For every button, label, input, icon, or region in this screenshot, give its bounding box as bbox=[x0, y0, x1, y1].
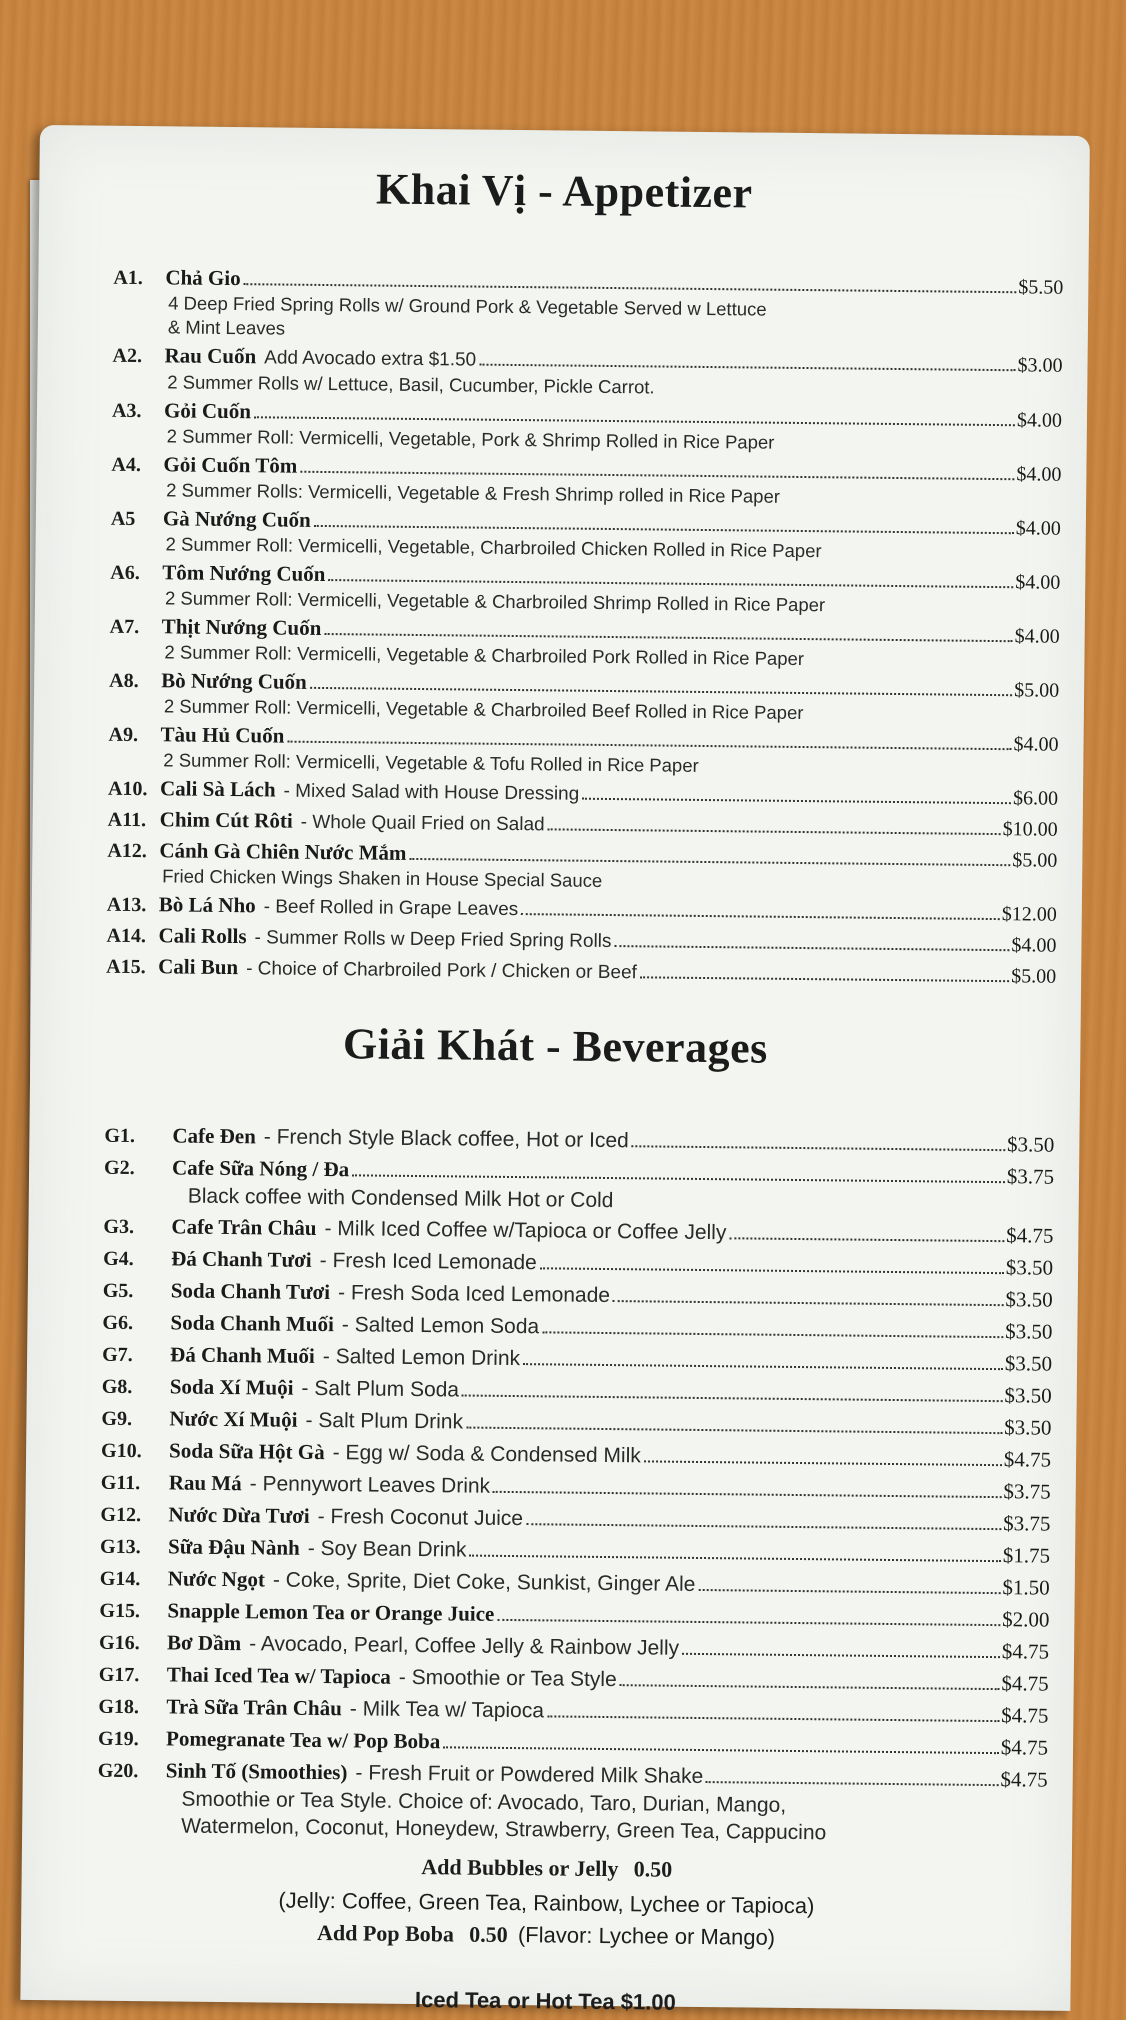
appetizer-item-price: $3.00 bbox=[1017, 354, 1063, 377]
beverage-item-price: $3.50 bbox=[1007, 1132, 1055, 1157]
appetizer-item-code: A8. bbox=[109, 669, 139, 693]
add-bubbles-price: 0.50 bbox=[633, 1856, 673, 1882]
beverage-item bbox=[97, 1756, 1048, 1849]
beverage-item-price: $4.75 bbox=[1001, 1703, 1049, 1728]
beverage-item-name: Sữa Đậu Nành bbox=[167, 1534, 300, 1560]
beverage-item-price: $3.50 bbox=[1005, 1319, 1053, 1344]
leader-dots bbox=[682, 1653, 1000, 1658]
leader-dots bbox=[582, 798, 1011, 804]
leader-dots bbox=[526, 1523, 1001, 1530]
beverage-item-price: $4.75 bbox=[1001, 1671, 1049, 1696]
appetizer-item-code: A6. bbox=[110, 561, 140, 585]
appetizer-item-price: $4.00 bbox=[1013, 733, 1059, 756]
beverage-item-description: - Salted Lemon Drink bbox=[322, 1345, 521, 1371]
beverage-item-code: G14. bbox=[99, 1567, 141, 1591]
leader-dots bbox=[640, 976, 1009, 982]
beverage-item-name: Đá Chanh Tươi bbox=[171, 1246, 312, 1272]
leader-dots bbox=[469, 1555, 1000, 1563]
beverage-item-price: $4.75 bbox=[1003, 1447, 1052, 1472]
leader-dots bbox=[254, 416, 1015, 426]
leader-dots bbox=[523, 1363, 1003, 1370]
appetizer-item-price: $5.00 bbox=[1014, 679, 1060, 702]
appetizer-item-detail: 2 Summer Roll: Vermicelli, Vegetable & Charbroiled Shrimp Rolled in Rice Paper bbox=[164, 587, 826, 616]
beverage-item-name: Cafe Trân Châu bbox=[171, 1214, 317, 1240]
beverage-item-name: Soda Xí Muội bbox=[169, 1374, 294, 1400]
beverage-item-description: - Salt Plum Drink bbox=[305, 1408, 464, 1434]
beverage-item-price: $1.50 bbox=[1002, 1575, 1050, 1600]
appetizer-item-code: A14. bbox=[106, 924, 147, 948]
leader-dots bbox=[314, 525, 1014, 534]
appetizer-item bbox=[110, 505, 1060, 566]
leader-dots bbox=[310, 687, 1012, 696]
leader-dots bbox=[409, 858, 1010, 866]
beverage-item-name: Trà Sữa Trân Châu bbox=[166, 1694, 342, 1721]
appetizer-item-price: $10.00 bbox=[1002, 818, 1058, 841]
appetizer-item bbox=[111, 451, 1061, 512]
leader-dots bbox=[466, 1427, 1002, 1435]
appetizer-item-price: $12.00 bbox=[1001, 903, 1057, 926]
add-bubbles-line bbox=[22, 1850, 1072, 1887]
beverage-item-code: G4. bbox=[103, 1247, 134, 1271]
beverage-item-code: G3. bbox=[103, 1215, 135, 1239]
appetizer-item-description: - Beef Rolled in Grape Leaves bbox=[263, 896, 519, 921]
jelly-note: (Jelly: Coffee, Green Tea, Rainbow, Lychee or Tapioca) bbox=[278, 1887, 815, 1919]
leader-dots bbox=[706, 1781, 998, 1786]
appetizer-item-code: A1. bbox=[113, 266, 143, 290]
appetizer-item-code: A5 bbox=[110, 507, 136, 531]
beverages-section bbox=[30, 1015, 1080, 1077]
beverage-item-name: Cafe Đen bbox=[172, 1123, 256, 1149]
beverage-item-description: - Fresh Iced Lemonade bbox=[319, 1248, 537, 1275]
beverage-item-price: $1.75 bbox=[1002, 1543, 1051, 1568]
appetizer-item bbox=[107, 837, 1057, 898]
appetizer-item-name: Bò Lá Nho bbox=[158, 892, 256, 918]
beverage-item-name: Nước Ngọt bbox=[167, 1566, 266, 1592]
beverage-item-code: G15. bbox=[99, 1599, 141, 1623]
appetizer-item-name: Gỏi Cuốn bbox=[163, 398, 252, 424]
beverage-item-name: Pomegranate Tea w/ Pop Boba bbox=[165, 1726, 441, 1754]
appetizer-item-name: Cali Bun bbox=[158, 954, 239, 980]
appetizer-item-price: $4.00 bbox=[1015, 571, 1061, 594]
appetizer-item-code: A13. bbox=[106, 893, 147, 917]
beverage-item bbox=[104, 1153, 1055, 1219]
beverage-item-code: G5. bbox=[102, 1279, 134, 1303]
beverage-item-name: Soda Chanh Tươi bbox=[170, 1278, 331, 1305]
leader-dots bbox=[614, 945, 1009, 951]
appetizer-item-detail: 2 Summer Roll: Vermicelli, Vegetable & Tofu Rolled in Rice Paper bbox=[163, 749, 699, 776]
appetizer-item-price: $4.00 bbox=[1015, 517, 1061, 540]
beverage-item-code: G9. bbox=[101, 1407, 133, 1431]
beverage-item-description: - Avocado, Pearl, Coffee Jelly & Rainbow Jelly bbox=[249, 1632, 680, 1660]
appetizer-item-detail: 2 Summer Roll: Vermicelli, Vegetable, Charbroiled Chicken Rolled in Rice Paper bbox=[165, 533, 822, 562]
appetizer-item-description: - Mixed Salad with House Dressing bbox=[283, 780, 580, 805]
appetizer-item-description: - Choice of Charbroiled Pork / Chicken or Beef bbox=[246, 958, 637, 984]
appetizer-item-name: Thịt Nướng Cuốn bbox=[161, 614, 322, 640]
leader-dots bbox=[328, 579, 1013, 588]
appetizer-item-name: Gà Nướng Cuốn bbox=[162, 506, 311, 532]
beverage-item-code: G13. bbox=[100, 1535, 141, 1559]
beverage-item-name: Bơ Dầm bbox=[166, 1630, 242, 1656]
appetizer-item-price: $4.00 bbox=[1014, 625, 1060, 648]
appetizer-item bbox=[113, 264, 1064, 349]
appetizer-item-code: A15. bbox=[106, 955, 146, 979]
beverage-item-description: - Fresh Coconut Juice bbox=[317, 1504, 524, 1531]
appetizer-item-code: A11. bbox=[107, 808, 147, 832]
beverage-item-price: $3.50 bbox=[1005, 1255, 1054, 1280]
beverage-item-description: - Soy Bean Drink bbox=[307, 1536, 467, 1562]
leader-dots bbox=[300, 471, 1014, 480]
leader-dots bbox=[542, 1331, 1003, 1338]
beverage-item-code: G8. bbox=[101, 1375, 133, 1399]
pop-boba-line bbox=[21, 1917, 1071, 1954]
appetizer-item-detail: 2 Summer Rolls w/ Lettuce, Basil, Cucumber, Pickle Carrot. bbox=[167, 371, 655, 398]
beverage-item-price: $3.75 bbox=[1003, 1479, 1051, 1504]
beverage-item-detail: Watermelon, Coconut, Honeydew, Strawberry, Green Tea, Cappucino bbox=[181, 1814, 827, 1845]
beverage-item-price: $3.50 bbox=[1005, 1287, 1053, 1312]
appetizer-item-detail: 2 Summer Roll: Vermicelli, Vegetable & Charbroiled Pork Rolled in Rice Paper bbox=[164, 641, 805, 670]
leader-dots bbox=[493, 1491, 1001, 1498]
beverage-item-name: Sinh Tố (Smoothies) bbox=[165, 1758, 348, 1785]
beverage-item-name: Snapple Lemon Tea or Orange Juice bbox=[167, 1598, 495, 1626]
beverage-item-code: G18. bbox=[98, 1695, 140, 1719]
beverage-item-description: - Fresh Fruit or Powdered Milk Shake bbox=[355, 1761, 704, 1789]
iced-tea-line: Iced Tea or Hot Tea $1.00 bbox=[414, 1987, 676, 2015]
beverage-item-name: Thai Iced Tea w/ Tapioca bbox=[166, 1662, 391, 1689]
add-bubbles-label: Add Bubbles or Jelly bbox=[421, 1854, 619, 1882]
leader-dots bbox=[620, 1684, 1000, 1690]
beverage-item-code: G12. bbox=[100, 1503, 142, 1527]
appetizer-item-name: Gỏi Cuốn Tôm bbox=[163, 452, 298, 478]
appetizer-item bbox=[109, 613, 1059, 674]
beverage-item-detail: Smoothie or Tea Style. Choice of: Avocado, Taro, Durian, Mango, bbox=[181, 1787, 787, 1817]
leader-dots bbox=[521, 913, 1000, 920]
appetizer-item-detail: Fried Chicken Wings Shaken in House Special Sauce bbox=[162, 865, 603, 891]
appetizer-item bbox=[108, 721, 1058, 782]
beverage-item-description: - Coke, Sprite, Diet Coke, Sunkist, Ginger Ale bbox=[272, 1568, 696, 1596]
leader-dots bbox=[698, 1589, 1000, 1594]
appetizer-item-code: A7. bbox=[109, 615, 140, 639]
beverages-heading: Giải Khát - Beverages bbox=[342, 1019, 769, 1073]
leader-dots bbox=[287, 741, 1011, 751]
menu-page bbox=[20, 125, 1090, 2015]
appetizer-item-price: $5.00 bbox=[1012, 849, 1058, 872]
appetizer-item-description: - Summer Rolls w Deep Fried Spring Rolls bbox=[254, 927, 612, 953]
beverage-item-name: Đá Chanh Muối bbox=[170, 1342, 315, 1368]
beverage-item-description: - Salted Lemon Soda bbox=[341, 1313, 540, 1339]
appetizer-item-price: $5.50 bbox=[1018, 276, 1064, 299]
beverage-item-description: - Smoothie or Tea Style bbox=[398, 1665, 617, 1692]
appetizer-item-price: $4.00 bbox=[1016, 463, 1062, 486]
appetizer-item-name: Tôm Nướng Cuốn bbox=[162, 560, 326, 587]
beverage-item-price: $3.50 bbox=[1004, 1415, 1052, 1440]
leader-dots bbox=[497, 1619, 1000, 1626]
leader-dots bbox=[244, 283, 1017, 293]
appetizer-item-name: Chim Cút Rôti bbox=[159, 807, 293, 833]
beverage-item-code: G7. bbox=[102, 1343, 133, 1367]
appetizer-item-code: A3. bbox=[111, 399, 142, 423]
beverage-item-description: - Milk Tea w/ Tapioca bbox=[349, 1697, 545, 1723]
appetizer-item-detail: 2 Summer Roll: Vermicelli, Vegetable & Charbroiled Beef Rolled in Rice Paper bbox=[163, 695, 804, 724]
beverage-item-detail: Black coffee with Condensed Milk Hot or Cold bbox=[187, 1184, 614, 1213]
beverage-item-price: $3.50 bbox=[1004, 1383, 1052, 1408]
beverage-item-name: Nước Xí Muội bbox=[169, 1406, 298, 1432]
leader-dots bbox=[644, 1460, 1002, 1466]
pop-boba-price: 0.50 bbox=[469, 1921, 508, 1947]
appetizer-item-code: A12. bbox=[107, 839, 147, 863]
beverage-item-code: G1. bbox=[104, 1124, 136, 1148]
pop-boba-note: (Flavor: Lychee or Mango) bbox=[517, 1922, 776, 1950]
beverage-item-price: $4.75 bbox=[1001, 1639, 1050, 1664]
beverage-item-price: $4.75 bbox=[1000, 1767, 1048, 1792]
appetizer-item-code: A2. bbox=[112, 344, 143, 368]
jelly-note-line bbox=[21, 1885, 1071, 1922]
appetizer-item-code: A4. bbox=[111, 453, 142, 477]
beverage-item-name: Nước Dừa Tươi bbox=[168, 1502, 310, 1528]
appetizer-item-name: Cánh Gà Chiên Nước Mắm bbox=[159, 838, 407, 865]
appetizer-item-name: Tàu Hủ Cuốn bbox=[160, 722, 285, 748]
appetizer-item-detail: 2 Summer Roll: Vermicelli, Vegetable, Pork & Shrimp Rolled in Rice Paper bbox=[166, 425, 775, 453]
leader-dots bbox=[632, 1145, 1005, 1151]
appetizer-item-name: Cali Sà Lách bbox=[159, 776, 276, 802]
beverage-item-price: $2.00 bbox=[1002, 1607, 1050, 1632]
appetizer-item bbox=[106, 953, 1056, 991]
leader-dots bbox=[548, 828, 1001, 835]
beverage-item-code: G11. bbox=[100, 1471, 141, 1495]
beverage-item-code: G16. bbox=[98, 1631, 140, 1655]
beverage-item-price: $3.75 bbox=[1006, 1164, 1055, 1189]
leader-dots bbox=[324, 633, 1012, 642]
beverage-item-price: $4.75 bbox=[1000, 1735, 1049, 1760]
pop-boba-label: Add Pop Boba bbox=[316, 1920, 455, 1947]
beverage-item-description: - French Style Black coffee, Hot or Iced bbox=[263, 1125, 629, 1153]
appetizer-list bbox=[106, 264, 1063, 994]
beverage-item-name: Soda Sữa Hột Gà bbox=[169, 1438, 325, 1465]
beverage-item-code: G2. bbox=[103, 1156, 135, 1180]
beverage-item-code: G10. bbox=[101, 1439, 142, 1463]
appetizer-item-description: Add Avocado extra $1.50 bbox=[264, 347, 477, 371]
appetizer-item-detail: 4 Deep Fried Spring Rolls w/ Ground Pork & Vegetable Served w Lettuce bbox=[168, 292, 767, 320]
beverage-item-code: G19. bbox=[97, 1727, 139, 1751]
leader-dots bbox=[729, 1237, 1004, 1242]
appetizer-item-code: A10. bbox=[107, 777, 148, 801]
appetizer-item-detail: 2 Summer Rolls: Vermicelli, Vegetable & Fresh Shrimp rolled in Rice Paper bbox=[166, 479, 781, 507]
appetizer-item-name: Rau Cuốn bbox=[164, 343, 257, 369]
appetizer-item-price: $4.00 bbox=[1016, 409, 1063, 432]
beverage-item-name: Soda Chanh Muối bbox=[170, 1310, 334, 1337]
beverage-item-description: - Pennywort Leaves Drink bbox=[249, 1472, 491, 1498]
appetizer-item-detail: & Mint Leaves bbox=[167, 316, 286, 339]
appetizer-item bbox=[109, 667, 1059, 728]
leader-dots bbox=[462, 1394, 1002, 1402]
appetizer-heading: Khai Vị - Appetizer bbox=[375, 164, 753, 218]
leader-dots bbox=[443, 1746, 999, 1754]
beverages-list bbox=[97, 1121, 1054, 1852]
beverage-item-price: $3.50 bbox=[1004, 1351, 1053, 1376]
appetizer-item bbox=[112, 342, 1062, 404]
appetizer-section bbox=[39, 160, 1089, 222]
appetizer-item-name: Cali Rolls bbox=[158, 923, 247, 949]
beverage-item-name: Cafe Sữa Nóng / Đa bbox=[171, 1155, 350, 1182]
beverage-item-price: $3.75 bbox=[1003, 1511, 1051, 1536]
appetizer-item-description: - Whole Quail Fried on Salad bbox=[300, 811, 545, 836]
leader-dots bbox=[352, 1174, 1005, 1183]
appetizer-item bbox=[110, 559, 1060, 620]
beverage-item-description: - Fresh Soda Iced Lemonade bbox=[337, 1281, 611, 1308]
appetizer-item-code: A9. bbox=[108, 723, 139, 747]
beverage-item-description: - Egg w/ Soda & Condensed Milk bbox=[332, 1441, 641, 1468]
beverage-item-code: G6. bbox=[102, 1311, 134, 1335]
beverage-item-name: Rau Má bbox=[168, 1470, 242, 1496]
beverage-item-description: - Salt Plum Soda bbox=[301, 1376, 460, 1402]
leader-dots bbox=[540, 1267, 1004, 1274]
appetizer-item-name: Bò Nướng Cuốn bbox=[161, 668, 307, 694]
beverage-item-price: $4.75 bbox=[1006, 1223, 1054, 1248]
leader-dots bbox=[547, 1715, 999, 1722]
appetizer-item-name: Chả Gio bbox=[165, 265, 241, 291]
leader-dots bbox=[479, 364, 1015, 372]
appetizer-item-price: $6.00 bbox=[1012, 787, 1059, 810]
appetizer-item-row bbox=[106, 953, 1056, 991]
beverage-item-code: G20. bbox=[97, 1759, 139, 1783]
beverage-item-description: - Milk Iced Coffee w/Tapioca or Coffee Jelly bbox=[324, 1217, 727, 1245]
appetizer-item-price: $4.00 bbox=[1011, 934, 1057, 957]
appetizer-item-price: $5.00 bbox=[1011, 965, 1057, 988]
appetizer-item bbox=[112, 397, 1062, 458]
beverage-item-code: G17. bbox=[98, 1663, 140, 1687]
leader-dots bbox=[613, 1300, 1003, 1306]
